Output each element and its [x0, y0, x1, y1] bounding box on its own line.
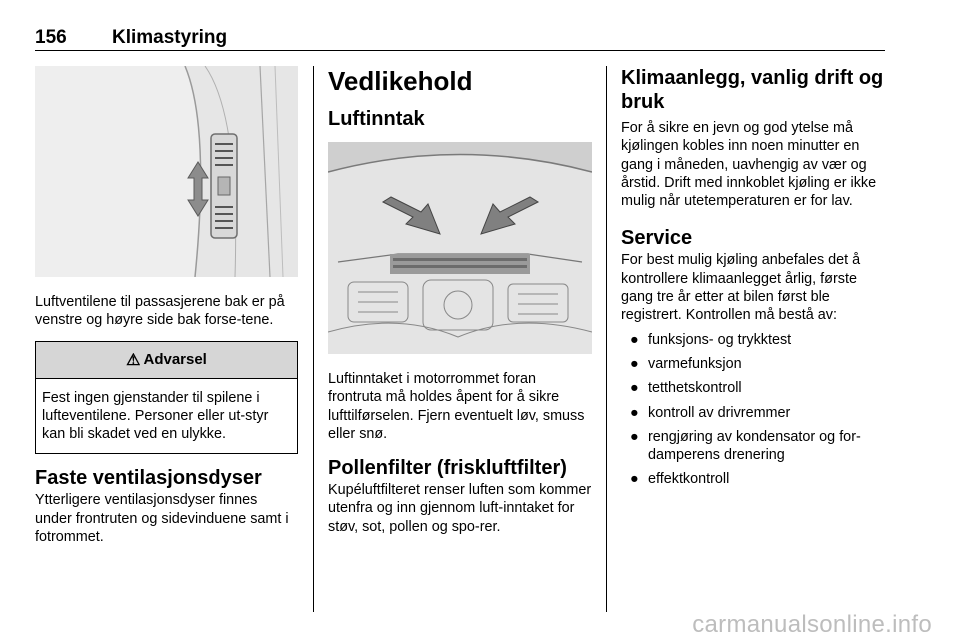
- bullet-icon: ●: [630, 428, 639, 445]
- column-divider: [313, 66, 314, 612]
- engine-bay-drawing: [328, 142, 592, 354]
- list-item: ● effektkontroll: [630, 471, 730, 488]
- vent-caption: Luftventilene til passasjerene bak er på venstre og høyre side bak forse-tene.: [35, 294, 285, 329]
- service-heading: Service: [621, 227, 693, 250]
- list-item: ● tetthetskontroll: [630, 380, 742, 397]
- bullet-icon: ●: [630, 355, 639, 372]
- air-intake-caption: Luftinntaket i motorrommet foran frontruta må holdes åpent for å sikre lufttilførselen. Fjern eventuelt løv, smuss eller snø.: [328, 371, 585, 442]
- watermark: carmanualsonline.info: [692, 611, 932, 638]
- warning-header: [36, 342, 297, 379]
- pollen-filter-heading: Pollenfilter (friskluftfilter): [328, 457, 567, 480]
- engine-bay-illustration: [328, 142, 592, 354]
- service-checklist: [621, 331, 886, 489]
- column-3: [621, 66, 886, 495]
- ac-heading: Klimaanlegg, vanlig drift og bruk: [621, 67, 884, 113]
- fixed-vents-text: Ytterligere ventilasjonsdyser finnes under frontruten og sidevinduene samt i fotrommet.: [35, 492, 289, 546]
- header-rule: [35, 50, 885, 51]
- ac-text: For å sikre en jevn og god ytelse må kjølingen kobles inn noen minutter en gang i måneden, uavhengig av vær og årstid. Drift med innkoblet kjøling er ikke mulig når utetemperaturen er for lav.: [621, 120, 877, 210]
- warning-title: Advarsel: [143, 351, 207, 369]
- column-1: [35, 66, 298, 546]
- maintenance-heading: Vedlikehold: [328, 66, 473, 96]
- pollen-filter-text: Kupéluftfilteret renser luften som kommer utenfra og inn gjennom luft-inntaket for støv, sot, pollen og spo-rer.: [328, 482, 592, 535]
- fixed-vents-heading: Faste ventilasjonsdyser: [35, 467, 262, 490]
- chapter-title: Klimastyring: [112, 27, 228, 48]
- air-intake-heading: Luftinntak: [328, 108, 425, 130]
- bullet-icon: ●: [630, 380, 639, 397]
- list-item: ● varmefunksjon: [630, 355, 742, 372]
- page-number: 156: [35, 27, 67, 48]
- warning-icon: ⚠: [126, 351, 141, 369]
- rear-vent-drawing: [35, 66, 298, 277]
- service-text: For best mulig kjøling anbefales det å kontrollere klimaanlegget årlig, første gang tre år etter at bilen først ble registrert. Kontrollen må bestå av:: [621, 252, 861, 324]
- column-divider: [606, 66, 607, 612]
- bullet-icon: ●: [630, 331, 639, 348]
- bullet-icon: ●: [630, 404, 639, 421]
- list-item: ● rengjøring av kondensator og for-damperens drenering: [630, 428, 861, 464]
- column-2: [328, 66, 592, 536]
- rear-vent-illustration: [35, 66, 298, 277]
- page-header: [35, 27, 885, 49]
- warning-box: [35, 341, 298, 455]
- bullet-icon: ●: [630, 471, 639, 488]
- list-item: ● kontroll av drivremmer: [630, 404, 791, 421]
- list-item: ● funksjons- og trykktest: [630, 331, 792, 348]
- warning-text: Fest ingen gjenstander til spilene i lufteventilene. Personer eller ut-styr kan bli skadet ved en ulykke.: [42, 389, 269, 443]
